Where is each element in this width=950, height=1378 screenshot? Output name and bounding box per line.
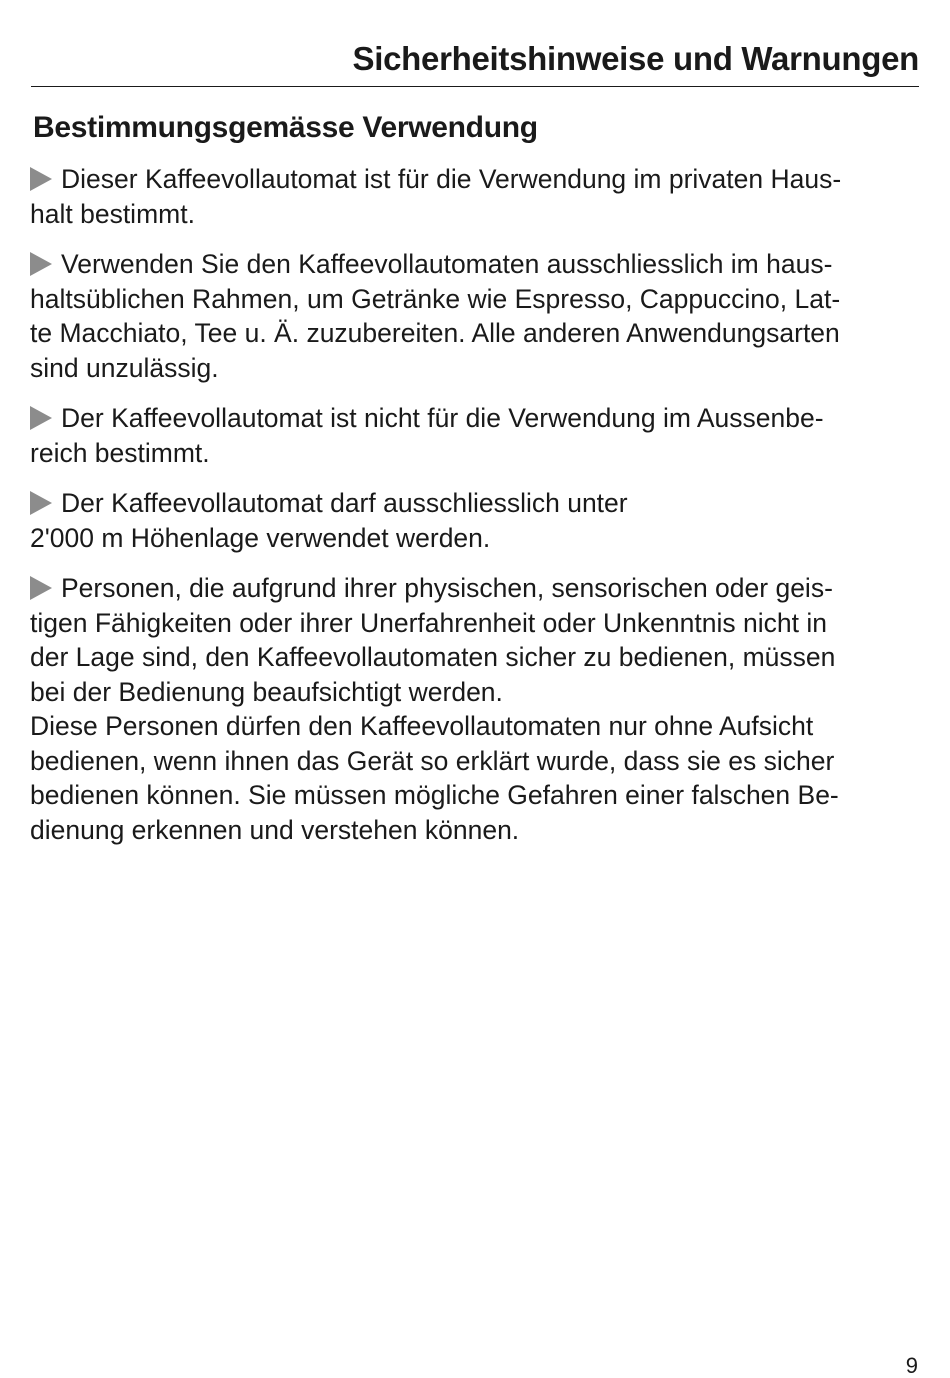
triangle-right-icon	[30, 576, 52, 600]
safety-paragraph	[30, 162, 920, 231]
safety-paragraph	[30, 486, 920, 555]
paragraph-line: Diese Personen dürfen den Kaffeevollautomaten nur ohne Aufsicht	[30, 711, 814, 741]
paragraph-line: bedienen können. Sie müssen mögliche Gefahren einer falschen Be-	[30, 780, 839, 810]
paragraph-line: haltsüblichen Rahmen, um Getränke wie Espresso, Cappuccino, Lat-	[30, 283, 841, 314]
paragraph-line: dienung erkennen und verstehen können.	[30, 814, 520, 845]
safety-paragraph	[30, 571, 920, 847]
page-header-title: Sicherheitshinweise und Warnungen	[352, 40, 919, 77]
paragraph-line: bedienen, wenn ihnen das Gerät so erklärt wurde, dass sie es sicher	[30, 745, 835, 776]
paragraph-line: Personen, die aufgrund ihrer physischen, sensorischen oder geis-	[30, 571, 920, 606]
safety-paragraph	[30, 247, 920, 385]
content-body	[30, 162, 920, 863]
triangle-right-icon	[30, 491, 52, 515]
paragraph-line: 2'000 m Höhenlage verwendet werden.	[30, 522, 491, 553]
paragraph-line: tigen Fähigkeiten oder ihrer Unerfahrenheit oder Unkenntnis nicht in	[30, 607, 827, 638]
triangle-right-icon	[30, 252, 52, 276]
paragraph-line: reich bestimmt.	[30, 437, 210, 468]
triangle-right-icon	[30, 406, 52, 430]
paragraph-line: der Lage sind, den Kaffeevollautomaten sicher zu bedienen, müssen	[30, 642, 836, 672]
paragraph-line: te Macchiato, Tee u. Ä. zuzubereiten. Alle anderen Anwendungsarten	[30, 318, 840, 348]
paragraph-line: Verwenden Sie den Kaffeevollautomaten ausschliesslich im haus-	[30, 247, 920, 282]
paragraph-line: Dieser Kaffeevollautomat ist für die Verwendung im privaten Haus-	[30, 162, 920, 197]
page-number: 9	[905, 1353, 918, 1378]
paragraph-line: Der Kaffeevollautomat ist nicht für die Verwendung im Aussenbe-	[30, 401, 920, 436]
paragraph-line: bei der Bedienung beaufsichtigt werden.	[30, 676, 503, 707]
page-header	[31, 38, 919, 87]
triangle-right-icon	[30, 167, 52, 191]
paragraph-line: Der Kaffeevollautomat darf ausschliesslich unter	[30, 486, 920, 521]
paragraph-line: halt bestimmt.	[30, 198, 195, 229]
section-title: Bestimmungsgemässe Verwendung	[33, 111, 538, 144]
paragraph-line: sind unzulässig.	[30, 352, 219, 383]
safety-paragraph	[30, 401, 920, 470]
